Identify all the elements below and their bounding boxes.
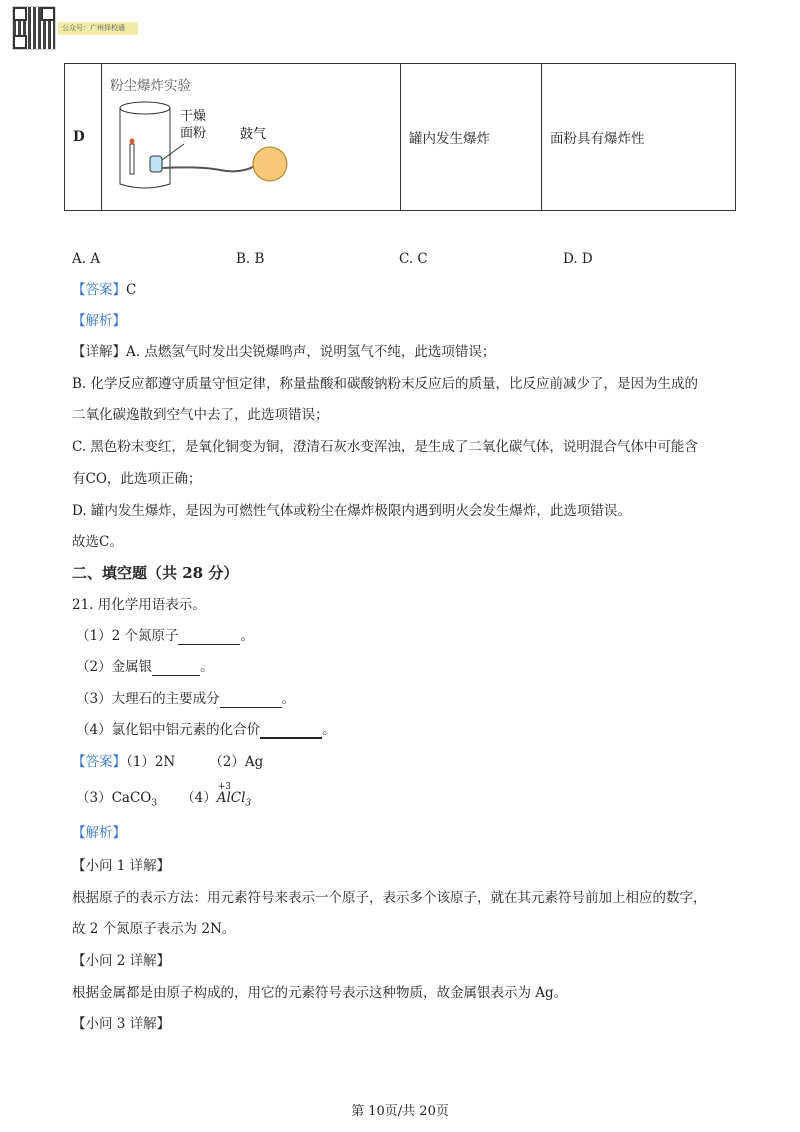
option-d: D. D bbox=[563, 251, 593, 267]
detail-text: C. 黑色粉末变红，是氧化铜变为铜，澄清石灰水变浑浊，是生成了二氧化碳气体，说明混合气体中可能含 bbox=[72, 439, 698, 455]
answer-blank bbox=[152, 661, 200, 676]
section-title: 二、填空题（共 28 分） bbox=[72, 564, 239, 582]
part-text: （2）金属银 bbox=[76, 659, 153, 675]
header-banner: 公众号：广州择校通 bbox=[58, 22, 138, 35]
formula-sub: 3 bbox=[245, 798, 252, 809]
experiment-cell bbox=[102, 64, 401, 211]
flour-label: 干燥面粉 bbox=[180, 109, 207, 141]
answer-blank bbox=[178, 630, 240, 645]
answer-blank bbox=[260, 723, 322, 739]
answer-tag: 【答案】 bbox=[72, 282, 126, 298]
formula: AlCl bbox=[216, 790, 246, 806]
row-label: D bbox=[65, 64, 102, 211]
detail-text: 根据原子的表示方法：用元素符号来表示一个原子，表示多个该原子，就在其元素符号前加上相应的数字， bbox=[72, 890, 707, 906]
answer-blank bbox=[220, 693, 282, 708]
qr-code bbox=[12, 6, 56, 50]
analysis-tag: 【解析】 bbox=[72, 825, 126, 841]
experiment-title: 粉尘爆炸实验 bbox=[110, 78, 191, 94]
answer-2: （2）Ag bbox=[209, 754, 264, 770]
question-part: （1）2 个氮原子 。 bbox=[76, 628, 254, 644]
answer-1: （1）2N bbox=[126, 754, 176, 770]
detail-text: A. 点燃氢气时发出尖锐爆鸣声，说明氢气不纯，此选项错误； bbox=[126, 344, 496, 360]
detail-text: 二氧化碳逸散到空气中去了，此选项错误； bbox=[72, 407, 329, 423]
detail-text: D. 罐内发生爆炸，是因为可燃性气体或粉尘在爆炸极限内遇到明火会发生爆炸，此选项错误。 bbox=[72, 503, 631, 519]
option-b: B. B bbox=[236, 251, 265, 267]
blow-label: 鼓气 bbox=[240, 127, 267, 142]
question-stem: 21. 用化学用语表示。 bbox=[72, 597, 206, 613]
part-text: （4）氯化铝中铝元素的化合价 bbox=[76, 722, 261, 738]
answer-tag: 【答案】 bbox=[72, 754, 126, 770]
detail-tag: 【详解】 bbox=[72, 344, 126, 360]
answer-4-formula bbox=[216, 782, 252, 809]
detail-line bbox=[72, 343, 495, 361]
part-text: （3）大理石的主要成分 bbox=[76, 691, 220, 707]
answers-line-2 bbox=[76, 782, 252, 813]
valence: +3 bbox=[217, 782, 231, 792]
answer-line bbox=[72, 281, 136, 299]
question-part: （4）氯化铝中铝元素的化合价 。 bbox=[76, 722, 336, 738]
detail-text: 有CO，此选项正确； bbox=[72, 471, 202, 487]
dust-explosion-figure bbox=[110, 96, 290, 196]
phenomenon-cell: 罐内发生爆炸 bbox=[401, 64, 542, 211]
sub-detail-tag: 【小问 3 详解】 bbox=[72, 1016, 171, 1032]
answer-3-sub: 3 bbox=[151, 798, 158, 809]
option-a: A. A bbox=[72, 251, 101, 267]
analysis-tag: 【解析】 bbox=[72, 313, 126, 329]
answers-line-1 bbox=[72, 753, 263, 771]
question-part: （3）大理石的主要成分 。 bbox=[76, 691, 296, 707]
sub-detail-tag: 【小问 1 详解】 bbox=[72, 858, 171, 874]
detail-text: 根据金属都是由原子构成的，用它的元素符号表示这种物质，故金属银表示为 Ag。 bbox=[72, 985, 568, 1001]
answer-3: （3）CaCO bbox=[76, 790, 152, 806]
option-c: C. C bbox=[399, 251, 428, 267]
question-part: （2）金属银 。 bbox=[76, 659, 214, 675]
conclusion-cell: 面粉具有爆炸性 bbox=[542, 64, 736, 211]
answer-value: C bbox=[126, 282, 137, 298]
answer-4-label: （4） bbox=[181, 790, 217, 806]
options-table bbox=[64, 63, 736, 211]
detail-text: 故 2 个氮原子表示为 2N。 bbox=[72, 921, 236, 937]
detail-text: 故选C。 bbox=[72, 534, 123, 550]
part-text: （1）2 个氮原子 bbox=[76, 628, 179, 644]
page-footer: 第 10页/共 20页 bbox=[351, 1104, 449, 1119]
sub-detail-tag: 【小问 2 详解】 bbox=[72, 953, 171, 969]
detail-text: B. 化学反应都遵守质量守恒定律，称量盐酸和碳酸钠粉末反应后的质量，比反应前减少了，是因为生成的 bbox=[72, 376, 699, 392]
